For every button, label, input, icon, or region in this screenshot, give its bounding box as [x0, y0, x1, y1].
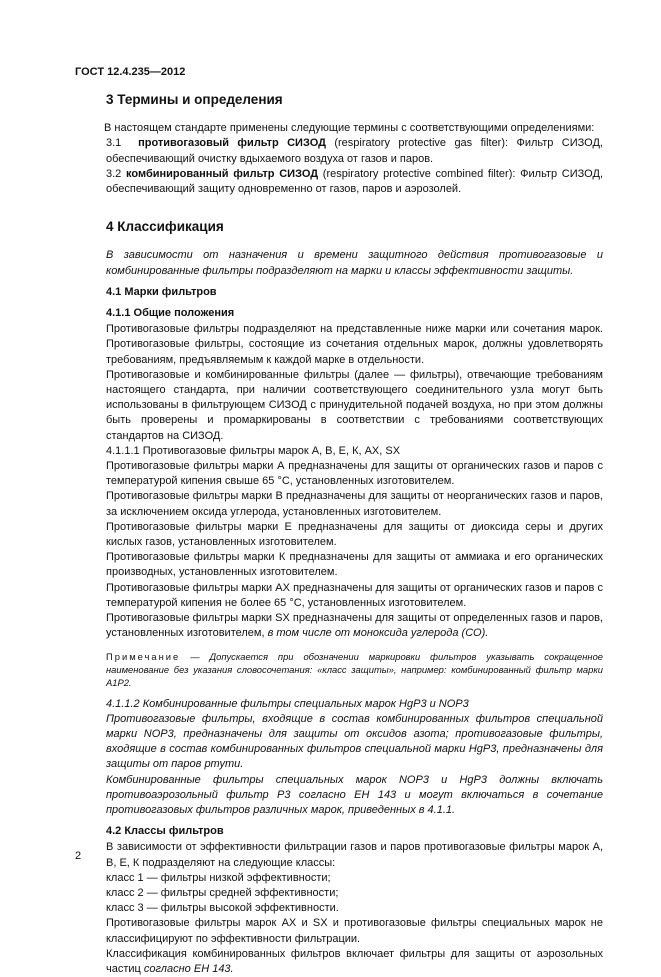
paragraph-7: Противогазовые фильтры марки К предназначены для защиты от аммиака и его органических производных, установленных изготовителем.	[106, 551, 603, 579]
heading-4-2: 4.2 Классы фильтров	[106, 825, 224, 838]
paragraph-15-italic: согласно ЕН 143.	[143, 962, 234, 975]
document-body	[106, 92, 603, 977]
paragraph-5: Противогазовые фильтры марки В предназначены для защиты от неорганических газов и паров, за исключением оксида углерода, установленных изготовителем.	[106, 490, 603, 518]
term-3-2	[106, 167, 603, 197]
paragraph-12: Комбинированные фильтры специальных марок NOP3 и HgP3 должны включать противоаэрозольный фильтр Р3 согласно ЕН 143 и могут включаться в сочетание противогазовых фильтров различных марок, приведенных в 4.1.1.	[106, 773, 603, 816]
paragraph-13: В зависимости от эффективности фильтрации газов и паров противогазовые фильтры марок А, В, Е, К подразделяют на следующие классы:	[106, 841, 603, 869]
heading-4-1-1: 4.1.1 Общие положения	[106, 307, 235, 320]
paragraph-8: Противогазовые фильтры марки АХ предназначены для защиты от органических газов и паров с температурой кипения не более 65 °С, установленных изготовителем.	[106, 581, 603, 609]
page-number: 2	[75, 850, 82, 862]
class-3: класс 3 — фильтры высокой эффективности.	[106, 902, 339, 915]
paragraph-6: Противогазовые фильтры марки Е предназначены для защиты от диоксида серы и других кислых газов, установленных изготовителем.	[106, 520, 603, 549]
note	[106, 650, 603, 689]
paragraph-9-text: Противогазовые фильтры марки SX предназначены для защиты от определенных газов и паров, установленных изготовителем,	[106, 612, 603, 640]
term-3-2-term: комбинированный фильтр СИЗОД	[126, 167, 319, 180]
paragraph-11: Противогазовые фильтры, входящие в состав комбинированных фильтров специальной марки NOP3, предназначены для защиты от оксидов азота; противогазовые фильтры, входящие в состав комбинированных фильтров специальной марки HgP3, предназначены для защиты от паров ртути.	[106, 712, 603, 771]
paragraph-15	[106, 947, 603, 977]
term-3-1	[106, 136, 603, 166]
section-3-intro: В настоящем стандарте применены следующие термины с соответствующими определениями:	[104, 122, 595, 135]
note-text: — Допускается при обозначении маркировки фильтров указывать сокращенное наименование без указания словосочетания: «класс защиты», например: комбинированный фильтр марки А1Р2.	[106, 650, 603, 688]
heading-4-1: 4.1 Марки фильтров	[106, 285, 217, 298]
section-4-title: 4 Классификация	[106, 219, 224, 235]
term-3-1-number: 3.1	[106, 137, 122, 150]
paragraph-1: Противогазовые фильтры подразделяют на представленные ниже марки или сочетания марок. Противогазовые фильтры, состоящие из сочетания отдельных марок, должны удовлетворять требованиям, предъявляемым к каждой марке в отдельности.	[106, 323, 603, 366]
paragraph-15-text: Классификация комбинированных фильтров включает фильтры для защиты от аэрозольных частиц	[106, 947, 603, 975]
paragraph-4: Противогазовые фильтры марки А предназначены для защиты от органических газов и паров с температурой кипения свыше 65 °С, установленных изготовителем.	[106, 460, 603, 488]
paragraph-14: Противогазовые фильтры марок АХ и SX и противогазовые фильтры специальных марок не классифицируют по эффективности фильтрации.	[106, 917, 603, 945]
class-1: класс 1 — фильтры низкой эффективности;	[106, 871, 331, 884]
paragraph-3: 4.1.1.1 Противогазовые фильтры марок А, В, Е, К, АХ, SX	[106, 444, 401, 457]
paragraph-9-italic: в том числе от моноксида углерода (СО).	[267, 627, 489, 640]
class-2: класс 2 — фильтры средней эффективности;	[106, 886, 339, 899]
paragraph-9	[106, 611, 603, 641]
term-3-1-definition: (respiratory protective gas filter): Фильтр СИЗОД, обеспечивающий очистку вдыхаемого воздуха от газов и паров.	[106, 137, 603, 165]
term-3-2-number: 3.2	[106, 167, 122, 180]
section-4-intro: В зависимости от назначения и времени защитного действия противогазовые и комбинированные фильтры подразделяют на марки и классы эффективности защиты.	[106, 249, 603, 277]
paragraph-10: 4.1.1.2 Комбинированные фильтры специальных марок HgP3 и NOP3	[106, 697, 469, 710]
term-3-2-definition: (respiratory protective combined filter): Фильтр СИЗОД, обеспечивающий защиту одновременно от газов, паров и аэрозолей.	[106, 167, 603, 196]
note-label: Примечание	[106, 650, 181, 662]
term-3-1-term: противогазовый фильтр СИЗОД	[138, 137, 326, 150]
paragraph-2: Противогазовые и комбинированные фильтры (далее — фильтры), отвечающие требованиям настоящего стандарта, при наличии соответствующего соединительного узла могут быть использованы в фильтрующем СИЗОД с принудительной подачей воздуха, но при этом должны быть проверены и промаркированы в соответствии с требованиями соответствующих стандартов на СИЗОД.	[106, 368, 603, 442]
section-3-title: 3 Термины и определения	[106, 92, 283, 107]
document-header: ГОСТ 12.4.235—2012	[75, 66, 186, 78]
